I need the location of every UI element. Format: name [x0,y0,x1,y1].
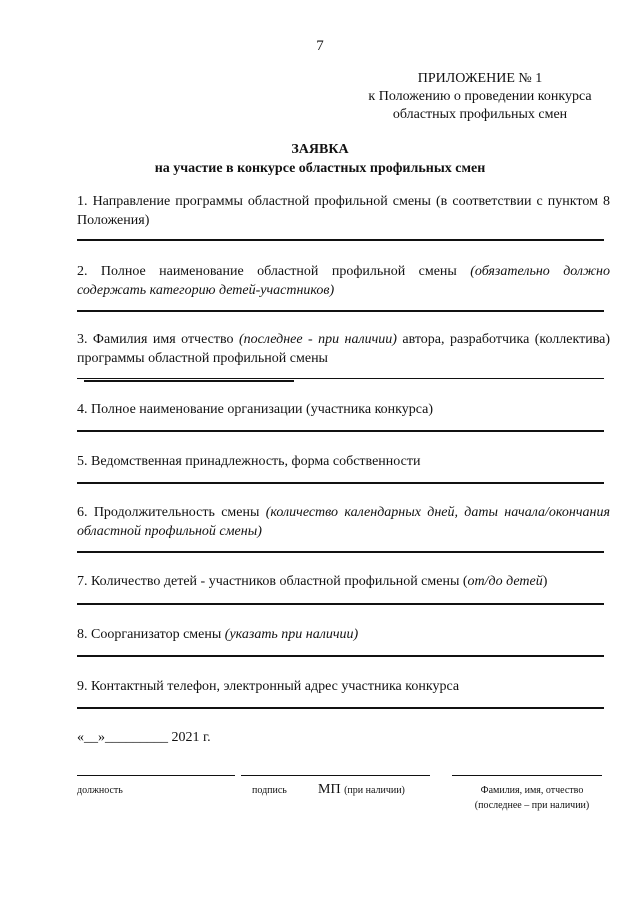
item-hint: от/до детей [467,574,543,589]
appendix-header [350,70,610,124]
title-sub: на участие в конкурсе областных профильных смен [154,161,486,176]
answer-line-6[interactable] [77,551,604,553]
full-name-label-1: Фамилия, имя, отчество [480,785,584,796]
form-item-6 [77,503,610,541]
answer-line-5[interactable] [77,482,604,484]
answer-line-4[interactable] [77,430,604,432]
answer-line-9[interactable] [77,707,604,709]
item-text: 6. Продолжительность смены [77,505,266,520]
form-item-5 [77,452,610,471]
item-hint: (обязательно должно содержать категорию детей-участников) [77,264,611,298]
item-tail: автора, разработчика (коллектива) программы областной профильной смены [77,332,611,366]
full-name-label [452,785,612,811]
form-item-1 [77,192,610,230]
answer-line-7[interactable] [77,603,604,605]
date-field[interactable]: «__»_________ 2021 г. [77,730,211,745]
position-line[interactable] [77,775,235,776]
item-text: 7. Количество детей - участников областной профильной смены ( [77,574,468,589]
item-text: 3. Фамилия имя отчество [77,332,239,347]
item-text: 4. Полное наименование организации (участника конкурса) [77,402,434,417]
full-name-line[interactable] [452,775,602,776]
item-text: 5. Ведомственная принадлежность, форма собственности [77,454,421,469]
appendix-line-2: к Положению о проведении конкурса [368,89,592,104]
stamp-mp: МП [318,782,341,797]
signature-label: подпись [252,785,287,796]
answer-line-3[interactable] [77,378,604,379]
item-text: 8. Соорганизатор смены [77,627,225,642]
form-item-8 [77,625,610,644]
item-hint: (количество календарных дней, даты начала/окончания областной профильной смены) [77,505,610,539]
form-item-3 [77,330,610,368]
form-item-4 [77,400,610,419]
answer-line-1[interactable] [77,239,604,241]
item-text: 9. Контактный телефон, электронный адрес участника конкурса [77,679,460,694]
item-text: 1. Направление программы областной профильной смены (в соответствии с пунктом 8 Положения) [77,194,610,228]
document-title [0,140,640,178]
item-text: 2. Полное наименование областной профильной смены [77,264,471,279]
answer-line-8[interactable] [77,655,604,657]
form-item-2 [77,262,610,300]
answer-line-3-segment [84,380,294,382]
appendix-line-3: областных профильных смен [392,107,568,122]
position-label: должность [77,785,123,796]
full-name-label-2: (последнее – при наличии) [474,800,590,811]
item-hint: (указать при наличии) [224,627,359,642]
stamp-note: (при наличии) [344,785,405,796]
item-tail: ) [542,574,548,589]
form-item-7 [77,572,610,591]
item-hint: (последнее - при наличии) [238,332,397,347]
stamp-label [318,782,405,798]
form-item-9 [77,677,610,696]
appendix-line-1: ПРИЛОЖЕНИЕ № 1 [417,71,543,86]
title-main: ЗАЯВКА [291,142,349,157]
page-number: 7 [316,38,324,54]
signature-line[interactable] [241,775,430,776]
answer-line-2[interactable] [77,310,604,312]
